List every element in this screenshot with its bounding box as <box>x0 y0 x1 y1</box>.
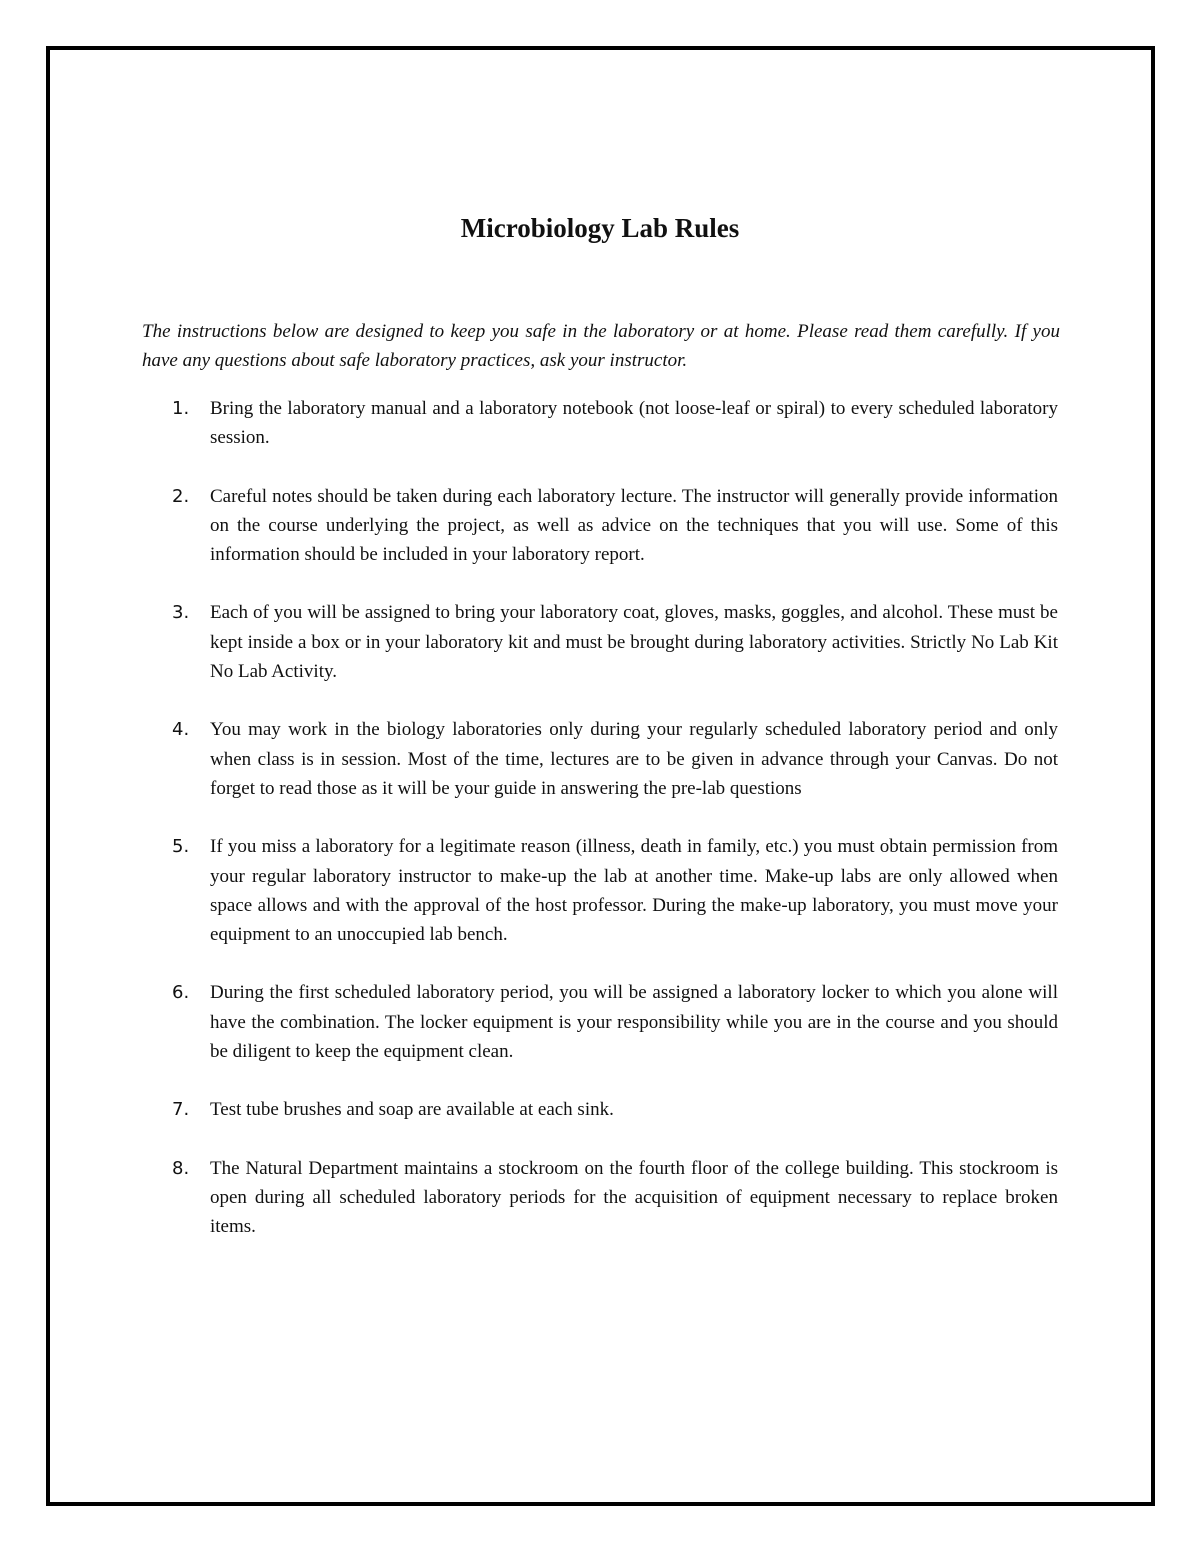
rule-number: 8. <box>172 1157 190 1179</box>
rule-text: The Natural Department maintains a stockroom on the fourth floor of the college building. This stockroom is open during all scheduled laboratory periods for the acquisition of equipment necessary to replace broken items. <box>210 1157 1058 1238</box>
rules-list <box>172 394 1058 1271</box>
rule-item-6 <box>172 978 1058 1066</box>
rule-item-7 <box>172 1095 1058 1124</box>
rule-number: 1. <box>172 398 190 419</box>
rule-item-1 <box>172 394 1058 453</box>
rule-text: If you miss a laboratory for a legitimate reason (illness, death in family, etc.) you must obtain permission from your regular laboratory instructor to make-up the lab at another time. Make-up labs are only allowed when space allows and with the approval of the host professor. During the make-up laboratory, you must move your equipment to an unoccupied lab bench. <box>210 836 1058 946</box>
rule-text: Test tube brushes and soap are available at each sink. <box>210 1099 614 1121</box>
rule-text: During the first scheduled laboratory period, you will be assigned a laboratory locker to which you alone will have the combination. The locker equipment is your responsibility while you are in the course and you should be diligent to keep the equipment clean. <box>210 982 1058 1063</box>
rule-number: 7. <box>172 1099 190 1121</box>
page-title: Microbiology Lab Rules <box>460 213 740 243</box>
rule-text: Careful notes should be taken during each laboratory lecture. The instructor will generally provide information on the course underlying the project, as well as advice on the techniques that you will use. Some of this information should be included in your laboratory report. <box>210 485 1058 566</box>
rule-item-4 <box>172 715 1058 803</box>
rule-text: Each of you will be assigned to bring your laboratory coat, gloves, masks, goggles, and alcohol. These must be kept inside a box or in your laboratory kit and must be brought during laboratory activities. Strictly No Lab Kit No Lab Activity. <box>210 602 1058 683</box>
rule-item-3 <box>172 598 1058 686</box>
intro-paragraph: The instructions below are designed to keep you safe in the laboratory or at home. Please read them carefully. If you have any questions about safe laboratory practices, ask your instructor. <box>142 321 1060 371</box>
rule-item-5 <box>172 832 1058 949</box>
rule-number: 6. <box>172 982 190 1004</box>
rule-item-2 <box>172 482 1058 570</box>
rule-number: 5. <box>172 836 190 858</box>
rule-text: You may work in the biology laboratories only during your regularly scheduled laboratory period and only when class is in session. Most of the time, lectures are to be given in advance through your Canvas. Do not forget to read those as it will be your guide in answering the pre-lab questions <box>210 719 1058 799</box>
rule-number: 3. <box>172 602 190 624</box>
rule-item-8 <box>172 1154 1058 1242</box>
rule-number: 2. <box>172 485 190 507</box>
rule-text: Bring the laboratory manual and a laboratory notebook (not loose-leaf or spiral) to every scheduled laboratory session. <box>210 398 1058 449</box>
rule-number: 4. <box>172 719 190 741</box>
